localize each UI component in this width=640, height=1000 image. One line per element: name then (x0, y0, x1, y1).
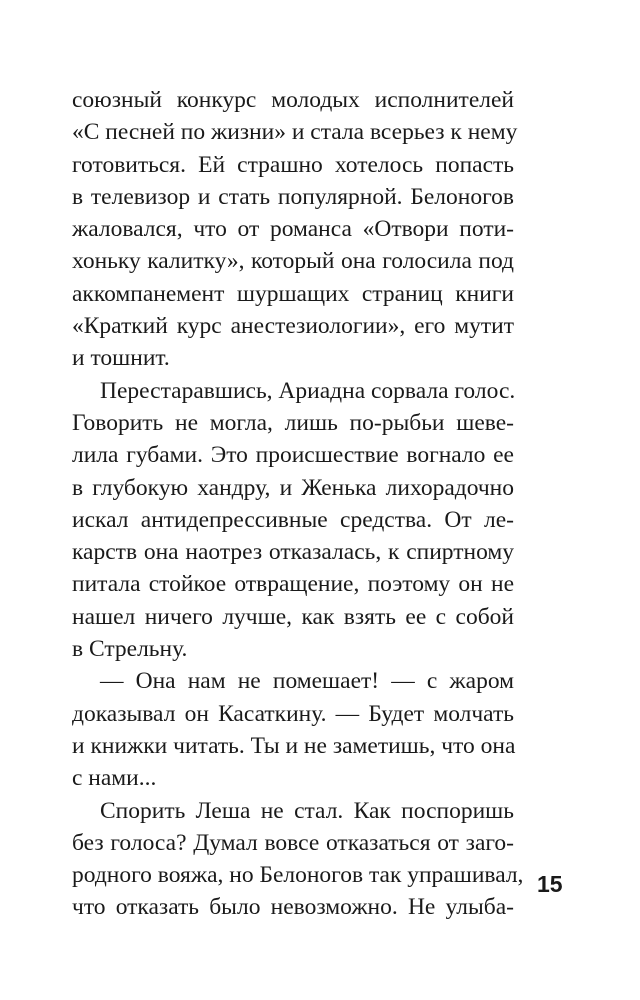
paragraph-start: Спорить Леша не стал. Как поспоришь (100, 797, 514, 824)
text-line: в телевизор и стать популярной. Белоногов (72, 183, 514, 210)
text-line: в глубокую хандру, и Женька лихорадочно (72, 474, 514, 501)
text-line: «Краткий курс анестезиологии», его мутит (72, 313, 514, 340)
body-text (72, 84, 524, 924)
text-line: Говорить не могла, лишь по-рыбьи шеве- (72, 409, 514, 436)
text-line: и книжки читать. Ты и не заметишь, что она (72, 732, 516, 759)
text-line: с нами... (72, 765, 157, 792)
page-number: 15 (537, 871, 563, 897)
text-line: аккомпанемент шуршащих страниц книги (72, 280, 514, 307)
text-line: лила губами. Это происшествие вогнало ее (72, 442, 514, 469)
text-line: питала стойкое отвращение, поэтому он не (72, 571, 514, 598)
paragraph-start: — Она нам не помешает! — с жаром (100, 668, 514, 695)
text-line: готовиться. Ей страшно хотелось попасть (72, 151, 514, 178)
text-line: союзный конкурс молодых исполнителей (72, 87, 514, 113)
text-line: и тошнит. (72, 345, 170, 372)
paragraph-start: Перестаравшись, Ариадна сорвала голос. (100, 377, 516, 404)
text-line: родного вояжа, но Белоногов так упрашивал, (72, 862, 524, 889)
text-line: что отказать было невозможно. Не улыба- (72, 894, 514, 921)
text-line: жаловался, что от романса «Отвори поти- (72, 216, 514, 243)
text-line: «С песней по жизни» и стала всерьез к нему (72, 119, 518, 146)
text-line: искал антидепрессивные средства. От ле- (72, 506, 514, 533)
text-line: доказывал он Касаткину. — Будет молчать (72, 700, 514, 727)
text-line: нашел ничего лучше, как взять ее с собой (72, 603, 514, 630)
text-line: в Стрельну. (72, 636, 188, 663)
text-line: без голоса? Думал вовсе отказаться от заго- (72, 829, 514, 856)
text-line: карств она наотрез отказалась, к спиртному (72, 539, 514, 566)
text-line: хоньку калитку», который она голосила под (72, 248, 514, 275)
